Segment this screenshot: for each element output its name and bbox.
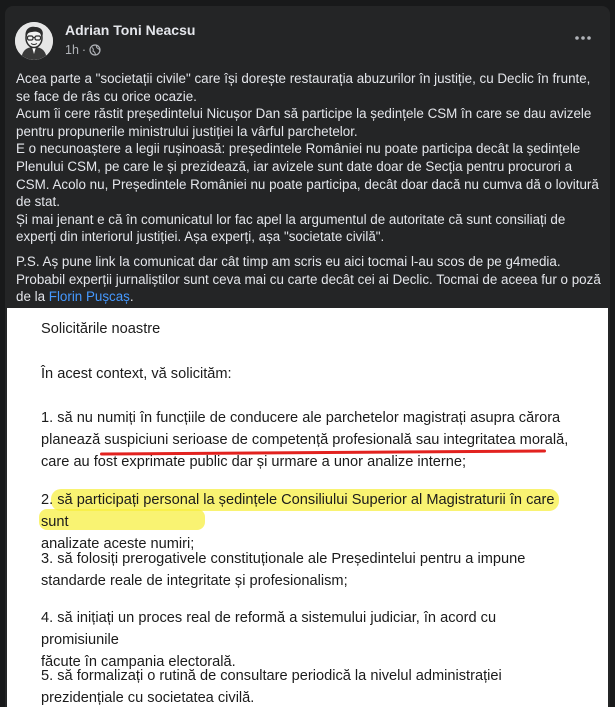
author-name[interactable]: Adrian Toni Neacsu bbox=[65, 22, 196, 38]
request-line: 2. să participați personal la ședințele Consiliului Superior al Magistraturii în care sunt bbox=[41, 492, 555, 530]
request-line: 1. să nu numiți în funcțiile de conducere ale parchetelor magistrați asupra cărora bbox=[41, 410, 561, 426]
request-item-3 bbox=[41, 548, 571, 592]
request-line: 5. să formalizați o rutină de consultare periodică la nivelul administrației bbox=[41, 668, 502, 684]
request-line: 3. să folosiți prerogativele constituționale ale Președintelui pentru a impune bbox=[41, 551, 526, 567]
request-text: , bbox=[564, 432, 569, 448]
post-paragraph: Acea parte a "societații civile" care își dorește restaurația abuzurilor în justiție, cu Declic în frunte, se face de râs cu orice ocazie. bbox=[16, 71, 591, 104]
post-meta bbox=[65, 43, 101, 59]
post-paragraph: Acum îi cere răstit președintelui Nicușor Dan să participe la ședințele CSM în care se dau avizele pentru propunerile ministrului justiției la vârful parchetelor. bbox=[16, 106, 592, 139]
request-line: 4. să inițiați un proces real de reformă a sistemului judiciar, în acord cu promisiunile bbox=[41, 610, 497, 648]
request-line: prezidențiale cu societatea civilă. bbox=[41, 690, 255, 706]
request-line: standarde reale de integritate și profesionalism; bbox=[41, 573, 348, 589]
author-avatar[interactable] bbox=[15, 22, 53, 60]
more-options-button[interactable] bbox=[568, 28, 598, 52]
request-line bbox=[41, 429, 571, 451]
post-ps-paragraph bbox=[16, 253, 601, 306]
post-image-document[interactable] bbox=[7, 308, 608, 707]
post-paragraph: E o necunoaștere a legii rușinoasă: președintele României nu poate participa decât la ședințele Plenului CSM, pe care le și prezidează, iar avizele sunt date doar de Secția pentru procurori a CSM. Acolo nu, Președintele României nu poate participa, decât doar dacă nu cumva dă o lovitură de stat. bbox=[16, 141, 599, 210]
request-line: care au fost exprimate public dar și urmare a unor analize interne; bbox=[41, 454, 467, 470]
ps-end: . bbox=[129, 289, 134, 305]
underlined-text: suspiciuni serioase de competență profesională sau integritatea morală bbox=[104, 432, 565, 448]
more-dots-icon bbox=[573, 28, 593, 48]
globe-icon bbox=[89, 44, 101, 59]
post-paragraph: Și mai jenant e că în comunicatul lor fac apel la argumentul de autoritate că sunt consiliați de experți din interiorul justiției. Așa experți, așa "societate civilă". bbox=[16, 211, 566, 245]
request-item-5 bbox=[41, 665, 571, 707]
avatar-portrait-icon bbox=[15, 22, 53, 60]
request-item-4 bbox=[41, 607, 571, 673]
request-line: analizate aceste numiri; bbox=[41, 536, 195, 552]
post-time[interactable]: 1h bbox=[65, 43, 79, 57]
request-item-1 bbox=[41, 407, 571, 473]
document-intro: În acest context, vă solicităm: bbox=[41, 366, 232, 382]
post-header bbox=[15, 16, 600, 60]
facebook-post-card bbox=[5, 6, 610, 707]
request-item-2 bbox=[41, 489, 571, 555]
mention-link[interactable]: Florin Pușcaș bbox=[48, 289, 130, 305]
request-text: planează bbox=[41, 432, 105, 448]
meta-separator: · bbox=[81, 43, 87, 57]
document-title: Solicitările noastre bbox=[41, 321, 161, 337]
post-body bbox=[16, 70, 601, 306]
request-line: făcute în campania electorală. bbox=[41, 654, 236, 670]
ps-text: P.S. Aș pune link la comunicat dar cât timp am scris eu aici tocmai l-au scos de pe g4media. Probabil experții jurnaliștilor sunt ceva mai cu carte decât cei ai Declic. Tocmai de aceea fur o poză de la bbox=[16, 253, 601, 305]
